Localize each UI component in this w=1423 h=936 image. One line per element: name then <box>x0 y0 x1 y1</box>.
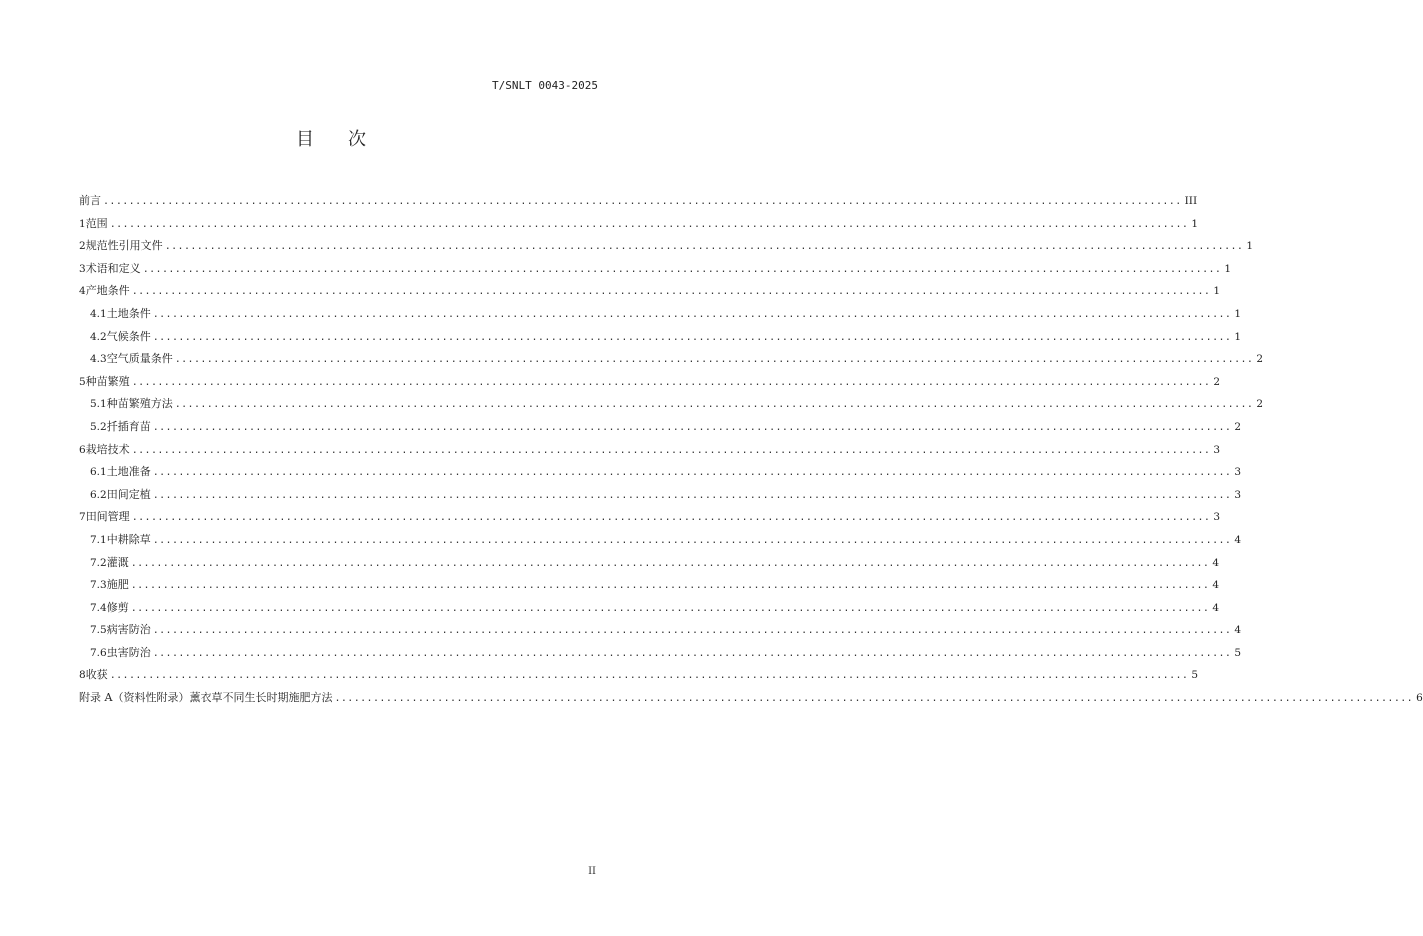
page-title: 目次 <box>296 129 400 150</box>
toc-entry-page: 1 <box>1234 330 1242 343</box>
toc-entry-page: 1 <box>1224 262 1232 275</box>
toc-entry[interactable] <box>79 664 1199 687</box>
toc-entry-title: 术语和定义 <box>85 261 141 275</box>
toc-entry-number: 6 <box>79 443 86 456</box>
toc-entry[interactable] <box>79 326 1242 349</box>
toc-dot-leader: ........................................................................................................................................................................ <box>152 308 1232 320</box>
toc-entry-title: 灌溉 <box>106 555 129 569</box>
toc-entry-page: 5 <box>1191 669 1199 682</box>
toc-entry[interactable] <box>79 258 1232 281</box>
toc-entry[interactable] <box>79 552 1220 575</box>
toc-entry-page: 6 <box>1416 692 1423 705</box>
toc-entry-title: 收获 <box>85 668 108 682</box>
toc-dot-leader: ........................................................................................................................................................................ <box>131 444 1211 456</box>
toc-dot-leader: ........................................................................................................................................................................ <box>131 286 1211 298</box>
toc-entry-number: 7.6 <box>90 646 107 659</box>
toc-entry[interactable] <box>79 439 1221 462</box>
toc-entry[interactable] <box>79 529 1242 552</box>
toc-entry-title: 种苗繁殖 <box>85 374 130 388</box>
toc-entry-title: 病害防治 <box>106 623 151 637</box>
toc-entry-number: 5 <box>79 375 86 388</box>
toc-entry-page: 4 <box>1212 556 1220 569</box>
toc-entry[interactable] <box>79 303 1242 326</box>
toc-entry-title: 气候条件 <box>106 329 151 343</box>
toc-entry[interactable] <box>79 416 1242 439</box>
toc-entry-page: 4 <box>1212 601 1220 614</box>
toc-entry-page: 3 <box>1234 466 1242 479</box>
toc-entry-page: 4 <box>1212 579 1220 592</box>
toc-entry-number: 5.1 <box>90 398 107 411</box>
toc-entry-page: 1 <box>1234 307 1242 320</box>
toc-entry-title: 施肥 <box>106 578 129 592</box>
toc-dot-leader: ........................................................................................................................................................................ <box>152 625 1232 637</box>
toc-entry-page: 4 <box>1234 624 1242 637</box>
toc-dot-leader: ........................................................................................................................................................................ <box>142 263 1222 275</box>
toc-entry-title: 前言 <box>79 194 101 207</box>
toc-entry[interactable] <box>79 461 1242 484</box>
table-of-contents <box>79 190 1423 710</box>
toc-entry-number: 7 <box>79 511 86 524</box>
toc-entry-page: 3 <box>1213 511 1221 524</box>
toc-entry-title: 土地准备 <box>106 465 151 479</box>
toc-entry-number: 6.2 <box>90 488 107 501</box>
toc-entry-number: 1 <box>79 217 86 230</box>
toc-entry-number: 4.2 <box>90 330 107 343</box>
toc-entry-page: 3 <box>1234 488 1242 501</box>
toc-entry[interactable] <box>79 235 1254 258</box>
toc-entry-title: 田间定植 <box>106 487 151 501</box>
toc-dot-leader: ........................................................................................................................................................................ <box>164 241 1244 253</box>
toc-entry-title: 扦插育苗 <box>106 419 151 433</box>
document-code: T/SNLT 0043-2025 <box>492 79 598 92</box>
toc-entry-number: 8 <box>79 669 86 682</box>
toc-dot-leader: ........................................................................................................................................................................ <box>131 376 1211 388</box>
toc-entry-title: 修剪 <box>106 600 129 614</box>
toc-entry-title: 土地条件 <box>106 306 151 320</box>
toc-entry[interactable] <box>79 619 1242 642</box>
toc-entry-number: 6.1 <box>90 466 107 479</box>
toc-dot-leader: ........................................................................................................................................................................ <box>109 218 1189 230</box>
toc-entry[interactable] <box>79 642 1242 665</box>
toc-dot-leader: ........................................................................................................................................................................ <box>109 670 1189 682</box>
toc-entry-page: 2 <box>1256 398 1264 411</box>
toc-dot-leader: ........................................................................................................................................................................ <box>152 534 1232 546</box>
toc-entry-title: 空气质量条件 <box>106 352 173 366</box>
toc-entry-title: 规范性引用文件 <box>85 239 163 253</box>
toc-entry[interactable] <box>79 484 1242 507</box>
toc-entry-page: 2 <box>1234 420 1242 433</box>
toc-entry[interactable] <box>79 393 1264 416</box>
toc-dot-leader: ........................................................................................................................................................................ <box>130 580 1210 592</box>
toc-entry-number: 7.2 <box>90 556 107 569</box>
page-number: II <box>588 866 596 877</box>
toc-entry-page: 1 <box>1246 240 1254 253</box>
toc-entry-page: 1 <box>1191 217 1199 230</box>
toc-entry-title: 田间管理 <box>85 510 130 524</box>
toc-entry-page: 2 <box>1213 375 1221 388</box>
toc-entry-title: 中耕除草 <box>106 532 151 546</box>
toc-dot-leader: ........................................................................................................................................................................ <box>152 489 1232 501</box>
toc-dot-leader: ........................................................................................................................................................................ <box>152 421 1232 433</box>
toc-dot-leader: ........................................................................................................................................................................ <box>174 399 1254 411</box>
toc-entry[interactable] <box>79 280 1221 303</box>
toc-entry-title: 栽培技术 <box>85 442 130 456</box>
toc-entry[interactable] <box>79 371 1221 394</box>
toc-entry-page: 5 <box>1234 646 1242 659</box>
toc-dot-leader: ........................................................................................................................................................................ <box>131 512 1211 524</box>
toc-entry-number: 4 <box>79 285 86 298</box>
toc-entry-title: 产地条件 <box>85 284 130 298</box>
toc-entry[interactable] <box>79 213 1199 236</box>
toc-entry-page: 4 <box>1234 533 1242 546</box>
toc-dot-leader: ........................................................................................................................................................................ <box>103 196 1182 207</box>
toc-entry[interactable] <box>79 348 1264 371</box>
toc-entry[interactable] <box>79 687 1423 710</box>
toc-dot-leader: ........................................................................................................................................................................ <box>130 557 1210 569</box>
toc-entry-title: 虫害防治 <box>106 645 151 659</box>
toc-entry-title: 范围 <box>85 216 108 230</box>
toc-dot-leader: ........................................................................................................................................................................ <box>130 602 1210 614</box>
toc-entry-page: 1 <box>1213 285 1221 298</box>
toc-entry-number: 7.4 <box>90 601 107 614</box>
toc-entry-number: 4.1 <box>90 307 107 320</box>
toc-entry-number: 2 <box>79 240 86 253</box>
toc-dot-leader: ........................................................................................................................................................................ <box>334 693 1414 705</box>
toc-entry-title: 种苗繁殖方法 <box>106 397 173 411</box>
toc-dot-leader: ........................................................................................................................................................................ <box>174 354 1254 366</box>
toc-entry-number: 4.3 <box>90 353 107 366</box>
toc-entry[interactable] <box>79 506 1221 529</box>
toc-entry[interactable] <box>79 190 1198 213</box>
toc-entry-number: 3 <box>79 262 86 275</box>
toc-dot-leader: ........................................................................................................................................................................ <box>152 647 1232 659</box>
toc-dot-leader: ........................................................................................................................................................................ <box>152 331 1232 343</box>
toc-entry-page: 3 <box>1213 443 1221 456</box>
toc-entry-number: 7.1 <box>90 533 107 546</box>
toc-entry-title: 附录 A（资料性附录）薰衣草不同生长时期施肥方法 <box>79 691 333 705</box>
toc-entry[interactable] <box>79 597 1220 620</box>
toc-dot-leader: ........................................................................................................................................................................ <box>152 467 1232 479</box>
toc-entry-number: 5.2 <box>90 420 107 433</box>
toc-entry-number: 7.5 <box>90 624 107 637</box>
toc-entry-number: 7.3 <box>90 579 107 592</box>
toc-entry[interactable] <box>79 574 1220 597</box>
toc-entry-page: 2 <box>1256 353 1264 366</box>
toc-entry-page: III <box>1184 195 1198 207</box>
